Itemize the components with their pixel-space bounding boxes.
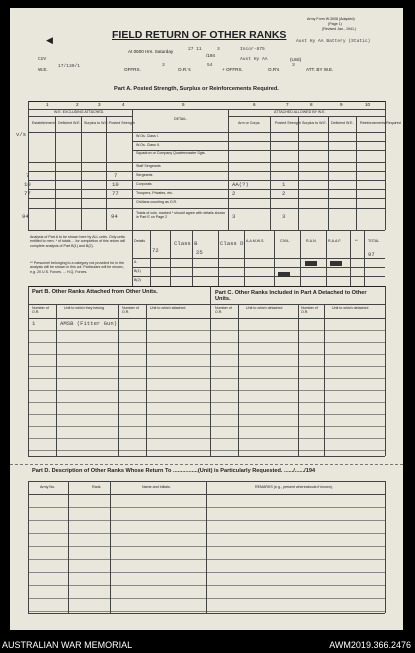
part-bc-col-rule — [210, 286, 211, 456]
detail-row-staff-sgt: Staff Sergeants — [136, 164, 161, 168]
year-label: /194 — [206, 53, 215, 58]
analysis-rule — [192, 230, 193, 286]
analysis-rule — [244, 230, 245, 286]
totals-arm-handwritten: 3 — [232, 213, 236, 220]
redaction-block — [278, 272, 290, 277]
totals-posted-handwritten: 94 — [111, 213, 118, 220]
part-bc-col-rule — [385, 286, 386, 456]
corporals-posted-handwritten: 10 — [112, 181, 119, 188]
col-number-6: 6 — [253, 102, 256, 107]
totals-attached-handwritten: 3 — [282, 213, 286, 220]
archive-footer — [0, 635, 415, 653]
part-b-col-unit: Unit to which they belong — [64, 306, 105, 310]
part-c-heading: Part C. Other Ranks Included in Part A Detached to Other Units. — [215, 290, 367, 303]
offrs-label-1: OFFRS. — [124, 67, 141, 72]
part-b-col-num: Number of O.R. — [32, 306, 49, 314]
part-d-col-name: Name and Initials. — [142, 485, 171, 489]
troopers-est-handwritten: 77 — [24, 190, 31, 197]
part-d-bottom-rule — [28, 613, 385, 614]
detail-row-civilians: Civilians counting as O.R. — [136, 200, 178, 204]
analysis-row-a: A — [134, 260, 137, 264]
sergeants-est-handwritten: 7 — [26, 172, 30, 179]
table-a-col-rule — [55, 116, 56, 230]
part-b-col-num-2: Number of O.R. — [122, 306, 139, 314]
part-d-col-rule — [68, 481, 69, 613]
detail-row-sergeants: Sergeants — [136, 173, 153, 177]
analysis-col-total: TOTAL — [368, 239, 380, 243]
year-handwritten: 3 — [217, 47, 220, 52]
ors-label-1: O.R.'s — [178, 67, 191, 72]
analysis-col-stars: ** — [355, 239, 358, 243]
footer-accession: AWM2019.366.2476 — [329, 640, 411, 650]
analysis-row-b1: B(1) — [134, 269, 141, 273]
analysis-rule — [364, 230, 365, 286]
analysis-col-details: Details — [134, 239, 145, 243]
cuv-handwritten: CUV — [38, 57, 47, 62]
table-a-rule — [28, 132, 132, 133]
subheader-deficient: Deficient W.E. — [58, 121, 81, 125]
unit-label: (Unit) — [290, 57, 302, 62]
col-number-9: 9 — [340, 102, 343, 107]
unit-handwritten-2: Aust Hy AA — [240, 57, 268, 62]
table-a-col-rule — [356, 116, 357, 230]
ruled-row-line — [28, 402, 385, 403]
ruled-row-line — [28, 390, 385, 391]
part-a-heading: Part A. Posted Strength, Surplus or Reinforcements Required. — [114, 86, 279, 92]
form-page-number: (Page 1) — [328, 22, 342, 26]
part-bc-col-rule — [238, 304, 239, 456]
subheader-surplus: Surplus to W.E. — [84, 121, 109, 125]
form-page — [10, 8, 403, 630]
ruled-row-line — [28, 438, 385, 439]
analysis-row-b2: B(2) — [134, 278, 141, 282]
part-d-col-remarks: REMARKS (e.g., present whereabouts if known). — [255, 485, 333, 489]
corporals-est-handwritten: 10 — [24, 181, 31, 188]
troopers-posted-handwritten: 77 — [112, 190, 119, 197]
incor-handwritten: Incor-875 — [240, 47, 265, 52]
we-number-handwritten: 17/139/1 — [58, 64, 81, 69]
subheader-establishment: Establishment — [32, 121, 55, 125]
analysis-rule — [300, 230, 301, 286]
table-a-col-rule — [270, 116, 271, 230]
corporals-attached-handwritten: 1 — [282, 181, 286, 188]
corporals-arm-handwritten: AA(?) — [232, 181, 249, 188]
detail-row-wo1: W.Os. Class I. — [136, 134, 159, 138]
table-a-col-rule — [228, 109, 229, 230]
analysis-rule — [350, 230, 351, 286]
col-number-7: 7 — [286, 102, 289, 107]
part-bc-col-rule — [146, 304, 147, 456]
part-bc-col-rule — [28, 286, 29, 456]
table-a-col-rule — [385, 101, 386, 230]
col-number-2: 2 — [76, 102, 79, 107]
redaction-block — [330, 261, 342, 266]
at-hrs-label: At 0600 Hrs. Saturday — [128, 49, 174, 54]
analysis-note: Analysis of Part A to be shown here by ALL units. Only units entitled to men. * of totals ... for completion of this return will complete analysis of Part B(1) and B(2). — [30, 235, 126, 248]
part-c-col-num: Number of O.R. — [215, 306, 232, 314]
col-number-8: 8 — [310, 102, 313, 107]
offrs-handwritten-1: 3 — [162, 63, 165, 68]
part-c-col-unit-2: Unit to which detached — [332, 306, 369, 310]
table-a-col-rule — [106, 116, 107, 230]
part-bc-rule — [28, 304, 385, 305]
col-number-10: 10 — [365, 102, 371, 107]
unit-handwritten: Aust Hy AA Battery (Static) — [296, 39, 371, 44]
part-c-col-unit: Unit to which detached — [246, 306, 283, 310]
part-d-heading: Part D. Description of Other Ranks Whose Return To ................(Unit) is Particularly Requested. ....../....../194 — [32, 468, 316, 474]
part-d-col-army-no: Army No. — [40, 485, 55, 489]
part-bc-col-rule — [324, 304, 325, 456]
ruled-row-line — [28, 366, 385, 367]
ruled-row-line — [28, 378, 385, 379]
ruled-row-line — [28, 342, 385, 343]
part-bc-rule — [28, 318, 385, 319]
table-a-bottom-rule — [28, 286, 385, 287]
table-a-col-rule — [132, 109, 133, 230]
perforation-line — [10, 464, 403, 465]
ruled-row-line — [28, 426, 385, 427]
table-a-rule — [132, 141, 385, 142]
date-day-handwritten: 27 11 — [188, 47, 202, 52]
part-c-col-num-2: Number of O.R. — [301, 306, 318, 314]
subheader-surplus-2: Surplus to W.E. — [302, 121, 327, 125]
part-b-hw-num: 1 — [32, 320, 36, 327]
group-header-attached: ATTACHED ALLOWED BY W.E. — [274, 110, 326, 114]
ors-handwritten-1: 54 — [207, 63, 213, 68]
detail-row-corporals: Corporals — [136, 182, 152, 186]
footer-institution: AUSTRALIAN WAR MEMORIAL — [2, 640, 133, 650]
col-number-5: 5 — [182, 102, 185, 107]
ruled-row-line — [28, 414, 385, 415]
form-number: Army Form W.3008 (Adapted) — [307, 17, 355, 21]
group-header-detail: DETAIL. — [174, 117, 188, 121]
part-d-col-rank: Rank. — [92, 485, 102, 489]
detail-row-totals: Totals of cols. marked * should agree with details shown in Part E on Page 2 — [136, 211, 226, 220]
detail-row-qms: Squadron or Company Quartermaster Sgts. — [136, 151, 206, 155]
totals-est-handwritten: 94 — [22, 213, 29, 220]
part-d-col-rule — [28, 481, 29, 613]
table-a-col-rule — [298, 116, 299, 230]
part-bc-col-rule — [298, 304, 299, 456]
part-d-col-rule — [110, 481, 111, 613]
detail-row-troopers: Troopers, Privates, etc. — [136, 191, 174, 195]
troopers-arm-handwritten: 2 — [232, 190, 236, 197]
part-b-col-unit-2: Unit to which attached — [150, 306, 186, 310]
col-number-1: 1 — [46, 102, 49, 107]
analysis-hw-a: 72 — [152, 247, 159, 254]
analysis-rule — [326, 230, 327, 286]
subheader-reinforcements: Reinforcements Required — [360, 121, 401, 125]
analysis-rule — [170, 230, 171, 286]
redaction-block — [305, 261, 317, 266]
analysis-hw-c: Class D — [220, 240, 244, 247]
table-a-col-rule — [81, 116, 82, 230]
side-mark-handwritten: v/s — [16, 131, 27, 138]
ors-handwritten-2: 3 — [292, 63, 295, 68]
att-by-we-label: ATT. BY W.E. — [306, 67, 334, 72]
ruled-row-line — [28, 330, 385, 331]
table-a-top-rule — [28, 101, 385, 102]
page-title: FIELD RETURN OF OTHER RANKS — [112, 29, 287, 41]
analysis-col-civil: CIVIL. — [280, 239, 290, 243]
part-bc-col-rule — [118, 304, 119, 456]
part-b-hw-unit: AMSB (Fitter Gun) — [60, 320, 118, 327]
subheader-posted-2: Posted Strength — [275, 121, 301, 125]
group-header-we: W.E. EXCLUDING ATTACHED. — [54, 110, 105, 114]
part-b-heading: Part B. Other Ranks Attached from Other Units. — [32, 289, 158, 295]
subheader-deficient-2: Deficient W.E. — [331, 121, 354, 125]
we-label: W.E. — [38, 67, 48, 72]
analysis-hw-d: 25 — [196, 249, 203, 256]
analysis-hw-total: 97 — [368, 251, 375, 258]
part-d-col-rule — [206, 481, 207, 613]
punch-mark-icon: ◀ — [46, 35, 53, 45]
analysis-col-aamws: A.A.M.W.S. — [246, 239, 265, 243]
table-a-rule — [132, 132, 228, 133]
ruled-row-line — [28, 354, 385, 355]
subheader-arm-corps: Arm or Corps. — [238, 121, 261, 125]
analysis-hw-b: Class B — [174, 240, 198, 247]
analysis-rule — [218, 230, 219, 286]
col-number-3: 3 — [98, 102, 101, 107]
subheader-posted: Posted Strength — [109, 121, 135, 125]
part-bc-col-rule — [56, 304, 57, 456]
analysis-rule — [274, 230, 275, 286]
troopers-attached-handwritten: 2 — [282, 190, 286, 197]
detail-row-wo2: W.Os. Class II. — [136, 143, 160, 147]
sergeants-posted-handwritten: 7 — [114, 172, 118, 179]
table-a-col-rule — [328, 116, 329, 230]
ors-label-2: O.R's — [268, 67, 280, 72]
analysis-col-raaf: R.A.A.F. — [328, 239, 342, 243]
table-a-rule — [28, 230, 385, 231]
part-bc-bottom-rule — [28, 456, 385, 457]
table-a-col-rule — [28, 101, 29, 230]
col-number-4: 4 — [122, 102, 125, 107]
analysis-note-2: ** Personnel belonging to a category not provided for in the analysis will be shown in this col. Particulars will be shown, e.g. 20 U.S. Forces. ... H.Q. Forces. — [30, 261, 125, 274]
form-revision: (Revised Jan., 1941.) — [322, 27, 357, 31]
offrs-label-2: + OFFRS. — [222, 67, 243, 72]
table-a-rule — [228, 116, 385, 117]
ruled-row-line — [28, 450, 385, 451]
analysis-col-ran: R.A.N. — [306, 239, 317, 243]
table-a-rule — [28, 116, 132, 117]
table-a-rule — [228, 132, 385, 133]
part-d-col-rule — [385, 481, 386, 613]
